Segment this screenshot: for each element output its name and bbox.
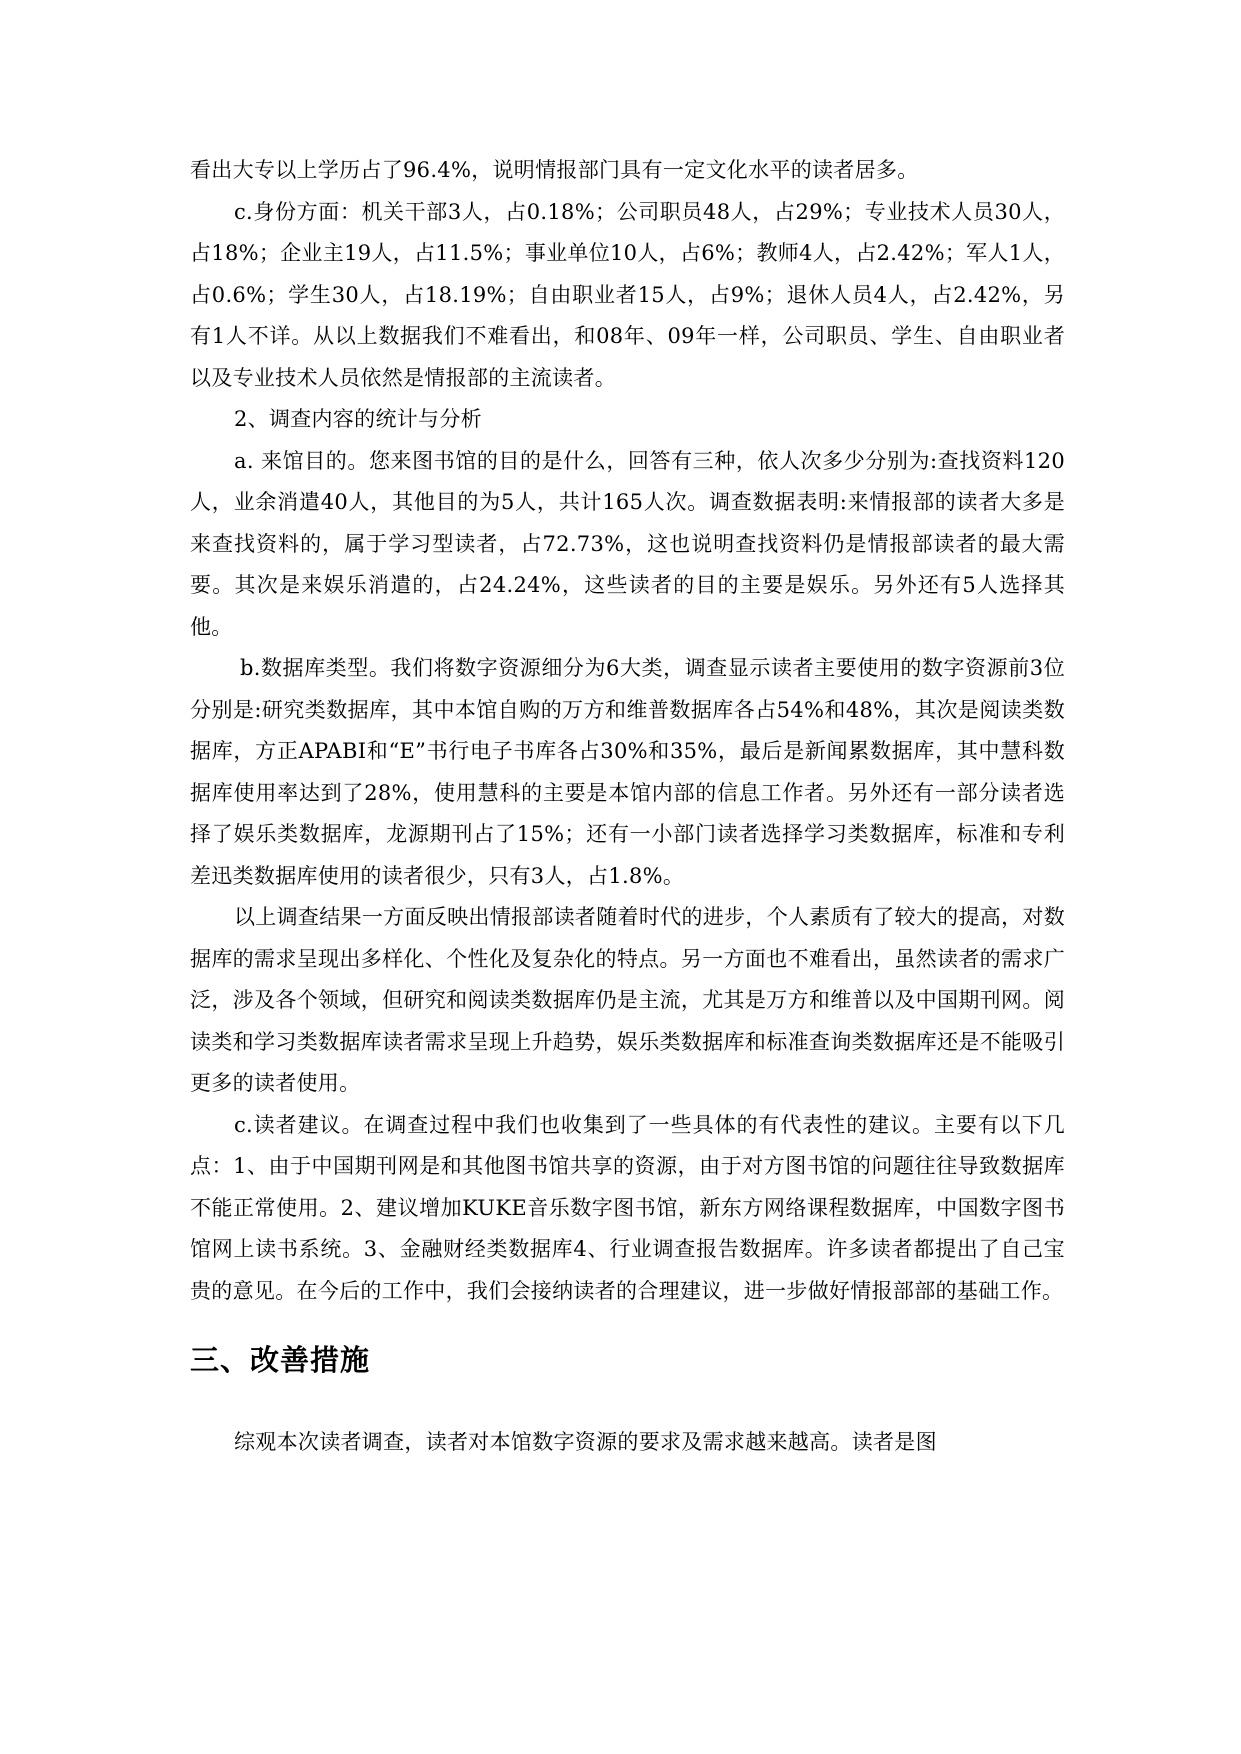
subheading-survey-analysis: 2、调查内容的统计与分析 — [234, 407, 482, 431]
paragraph-closing: 综观本次读者调查，读者对本馆数字资源的要求及需求越来越高。读者是图 — [234, 1430, 937, 1454]
paragraph-reader-suggestions: c.读者建议。在调查过程中我们也收集到了一些具体的有代表性的建议。主要有以下几点：1、由于中国期刊网是和其他图书馆共享的资源，由于对方图书馆的问题往往导致数据库不能正常使用。2、建议增加KUKE音乐数字图书馆，新东方网络课程数据库，中国数字图书馆网上读书系统。3、金融财经类数据库4、行业调查报告数据库。许多读者都提出了自己宝贵的意见。在今后的工作中，我们会接纳读者的合理建议，进一步做好情报部部的基础工作。 — [190, 1112, 1065, 1303]
section-heading-improvement-measures: 三、改善措施 — [190, 1343, 371, 1377]
paragraph-identity-stats: c.身份方面：机关干部3人，占0.18%；公司职员48人，占29%；专业技术人员30人，占18%；企业主19人，占11.5%；事业单位10人，占6%；教师4人，占2.42%；军人1人，占0.6%；学生30人，占18.19%；自由职业者15人，占9%；退休人员4人，占2.42%，另有1人不详。从以上数据我们不难看出，和08年、09年一样，公司职员、学生、自由职业者以及专业技术人员依然是情报部的主流读者。 — [190, 199, 1065, 390]
paragraph-database-types: b.数据库类型。我们将数字资源细分为6大类，调查显示读者主要使用的数字资源前3位分别是:研究类数据库，其中本馆自购的万方和维普数据库各占54%和48%，其次是阅读类数据库，方正APABI和“E”书行电子书库各占30%和35%，最后是新闻累数据库，其中慧科数据库使用率达到了28%，使用慧科的主要是本馆内部的信息工作者。另外还有一部分读者选择了娱乐类数据库，龙源期刊占了15%；还有一小部门读者选择学习类数据库，标准和专利差迅类数据库使用的读者很少，只有3人，占1.8%。 — [190, 656, 1065, 888]
document-body — [190, 150, 1065, 1464]
paragraph-education-summary: 看出大专以上学历占了96.4%，说明情报部门具有一定文化水平的读者居多。 — [190, 158, 919, 182]
paragraph-visit-purpose: a. 来馆目的。您来图书馆的目的是什么，回答有三种，依人次多少分别为:查找资料120人，业余消遣40人，其他目的为5人，共计165人次。调查数据表明:来情报部的读者大多是来查找资料的，属于学习型读者，占72.73%，这也说明查找资料仍是情报部读者的最大需要。其次是来娱乐消遣的，占24.24%，这些读者的目的主要是娱乐。另外还有5人选择其他。 — [190, 448, 1065, 639]
paragraph-survey-conclusion: 以上调查结果一方面反映出情报部读者随着时代的进步，个人素质有了较大的提高，对数据库的需求呈现出多样化、个性化及复杂化的特点。另一方面也不难看出，虽然读者的需求广泛，涉及各个领域，但研究和阅读类数据库仍是主流，尤其是万方和维普以及中国期刊网。阅读类和学习类数据库读者需求呈现上升趋势，娱乐类数据库和标准查询类数据库还是不能吸引更多的读者使用。 — [190, 905, 1065, 1095]
